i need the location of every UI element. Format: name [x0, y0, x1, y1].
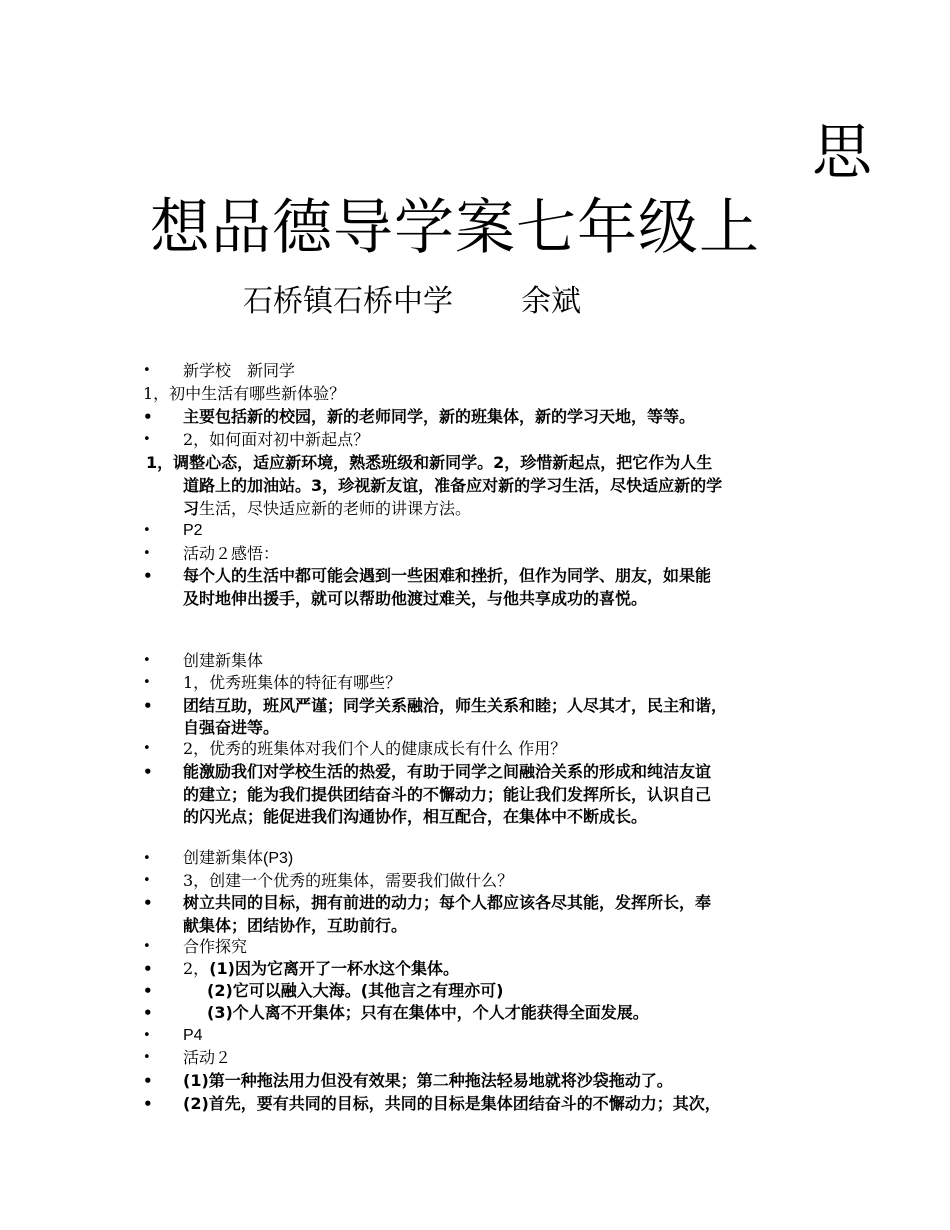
question-text: 2，如何面对初中新起点？: [183, 430, 370, 449]
answer-text: 的闪光点；能促进我们沟通协作，相互配合，在集体中不断成长。: [183, 807, 648, 826]
bullet-icon: •: [143, 1004, 153, 1022]
bullet-icon: •: [143, 763, 153, 781]
answer-text: 团结互助，班风严谨；同学关系融洽，师生关系和睦；人尽其才，民主和谐，: [183, 696, 728, 715]
bullet-icon: •: [143, 653, 151, 668]
page-title: 想品德导学案七年级上: [150, 193, 760, 263]
page-ref: P2: [183, 522, 203, 539]
answer-text: 献集体；团结协作，互助前行。: [183, 916, 408, 935]
section-heading: 新学校 新同学: [183, 361, 296, 380]
bullet-icon: •: [143, 675, 151, 690]
bullet-icon: •: [143, 873, 151, 888]
bullet-icon: •: [143, 408, 153, 426]
answer-text: 自强奋进等。: [183, 718, 280, 737]
answer-text: 树立共同的目标，拥有前进的动力；每个人都应该各尽其能，发挥所长，奉: [183, 893, 712, 912]
answer-text: (1)第一种拖法用力但没有效果；第二种拖法轻易地就将沙袋拖动了。: [183, 1071, 673, 1090]
bullet-icon: •: [143, 894, 153, 912]
bullet-icon: •: [143, 1050, 151, 1065]
bullet-icon: •: [143, 1072, 153, 1090]
question-text: 1，初中生活有哪些新体验？: [143, 384, 346, 403]
answer-text: 1，调整心态，适应新环境，熟悉班级和新同学。2，珍惜新起点，把它作为人生: [146, 453, 713, 472]
bullet-icon: •: [143, 1028, 151, 1043]
section-heading: 合作探究: [183, 937, 248, 956]
activity-heading: 活动２: [183, 1048, 232, 1067]
answer-number: 2，: [183, 959, 210, 978]
bullet-icon: •: [143, 851, 151, 866]
answer-text: 能激励我们对学校生活的热爱，有助于同学之间融洽关系的形成和纯洁友谊: [183, 762, 712, 781]
section-heading: 创建新集体(P3): [183, 850, 294, 867]
answer-text: (3)个人离不开集体；只有在集体中，个人才能获得全面发展。: [207, 1003, 649, 1022]
bullet-icon: •: [143, 546, 151, 561]
answer-text-normal: 生活，尽快适应新的老师的讲课方法。: [199, 499, 472, 518]
answer-text: 的建立；能为我们提供团结奋斗的不懈动力；能让我们发挥所长，认识自己: [183, 785, 712, 804]
answer-text-bold: (1)因为它离开了一杯水这个集体。: [209, 959, 459, 978]
title-first-char: 思: [812, 118, 872, 188]
answer-text: 每个人的生活中都可能会遇到一些困难和挫折，但作为同学、朋友，如果能: [183, 566, 712, 585]
bullet-icon: •: [143, 363, 151, 378]
answer-text: 及时地伸出援手，就可以帮助他渡过难关，与他共享成功的喜悦。: [183, 589, 648, 608]
answer-text-bold: 习: [183, 499, 200, 518]
answer-text: 道路上的加油站。3，珍视新友谊，准备应对新的学习生活，尽快适应新的学: [183, 476, 723, 495]
answer-text: (2)它可以融入大海。(其他言之有理亦可): [207, 981, 504, 1000]
bullet-icon: •: [143, 982, 153, 1000]
bullet-icon: •: [143, 432, 151, 447]
bullet-icon: •: [143, 567, 153, 585]
bullet-icon: •: [143, 960, 153, 978]
author-name: 余斌: [521, 284, 581, 319]
question-text: 2，优秀的班集体对我们个人的健康成长有什么 作用？: [183, 739, 567, 758]
question-text: 1，优秀班集体的特征有哪些？: [183, 673, 402, 692]
answer-text: (2)首先，要有共同的目标，共同的目标是集体团结奋斗的不懈动力；其次，: [183, 1094, 721, 1113]
bullet-icon: •: [143, 697, 153, 715]
subtitle: [243, 282, 581, 322]
answer-text: [183, 498, 471, 520]
school-name: 石桥镇石桥中学: [243, 284, 453, 319]
bullet-icon: •: [143, 741, 151, 756]
bullet-icon: •: [143, 1095, 153, 1113]
answer-text: 主要包括新的校园，新的老师同学，新的班集体，新的学习天地，等等。: [183, 407, 696, 426]
page-ref: P4: [183, 1027, 203, 1044]
question-text: 3，创建一个优秀的班集体，需要我们做什么？: [183, 871, 514, 890]
bullet-icon: •: [143, 939, 151, 954]
section-heading: 创建新集体: [183, 651, 264, 670]
answer-text: [183, 958, 459, 980]
activity-heading: 活动２感悟：: [183, 544, 280, 563]
bullet-icon: •: [143, 523, 151, 538]
